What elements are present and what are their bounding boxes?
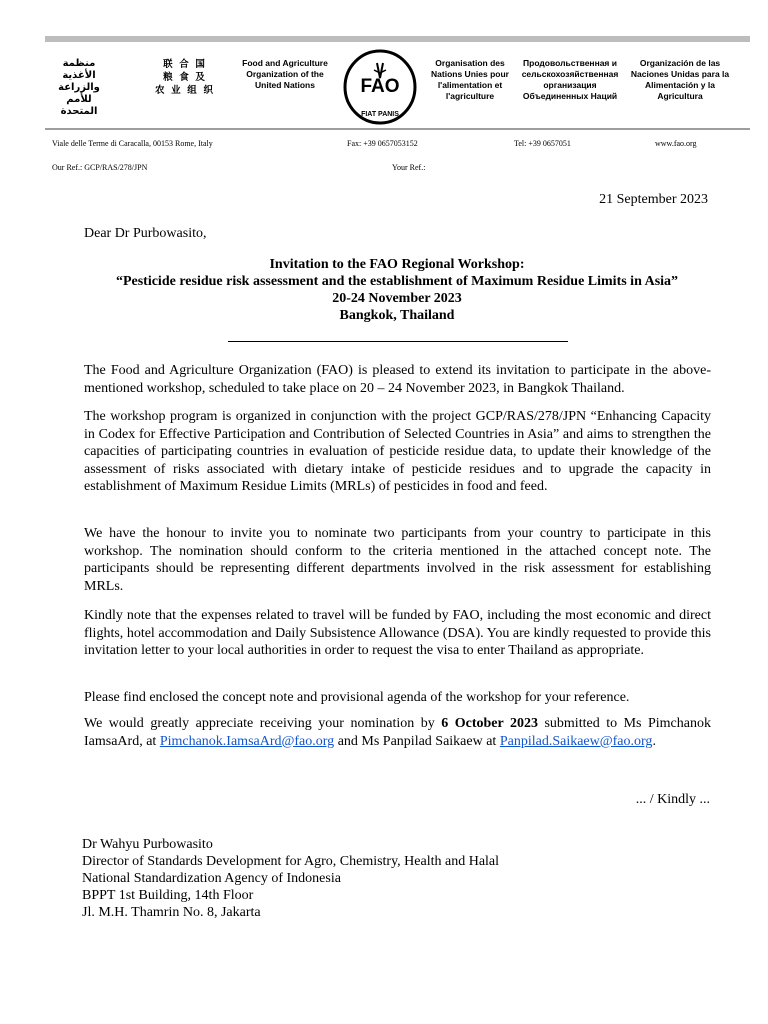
title-underline [228, 341, 568, 342]
paragraph-5: Please find enclosed the concept note and provisional agenda of the workshop for your reference. [84, 690, 630, 705]
russian-line: Продовольственная и [523, 58, 617, 68]
paragraph-6 [84, 715, 711, 750]
french-line: l'agriculture [445, 91, 495, 101]
french-line: Nations Unies pour [431, 69, 509, 79]
contact-web-link[interactable]: www.fao.org [655, 139, 697, 148]
title-line: “Pesticide residue risk assessment and the establishment of Maximum Residue Limits in Asia” [115, 274, 679, 289]
arabic-line: منظمة [62, 58, 96, 69]
recipient-line: Director of Standards Development for Agro, Chemistry, Health and Halal [82, 854, 500, 869]
recipient-line: National Standardization Agency of Indonesia [82, 871, 341, 886]
title-line: Invitation to the FAO Regional Workshop: [269, 257, 525, 272]
header-arabic-name [48, 58, 110, 118]
title-line: Bangkok, Thailand [339, 308, 455, 323]
header-russian-name [520, 58, 620, 102]
recipient-line: BPPT 1st Building, 14th Floor [82, 888, 254, 903]
paragraph-3: We have the honour to invite you to nominate two participants from your country to participate in this workshop. The nomination should conform to the criteria mentioned in the attached concept note. The participants should be representing different departments involved in the risk assessment for establishing MRLs. [84, 526, 711, 594]
your-reference: Your Ref.: [392, 163, 426, 172]
letter-date: 21 September 2023 [599, 192, 708, 207]
english-line: Organization of the [246, 69, 324, 79]
email-link-panpilad[interactable]: Panpilad.Saikaew@fao.org [499, 733, 653, 749]
paragraph-2: The workshop program is organized in conjunction with the project GCP/RAS/278/JPN “Enhancing Capacity in Codex for Effective Participation and Contribution of Selected Countries in Asia” and aims to strengthen the capacities of participating countries in evaluation of pesticide residue data, to update their knowledge of the assessment of risks associated with dietary intake of pesticide residues and to upgrade the capacity in establishment of Maximum Residue Limits (MRLs) of pesticides in food and feed. [84, 409, 711, 494]
contact-address: Viale delle Terme di Caracalla, 00153 Rome, Italy [52, 139, 213, 148]
spanish-line: Naciones Unidas para la [630, 69, 730, 79]
header-top-rule [45, 36, 750, 42]
email-link-pimchanok[interactable]: Pimchanok.IamsaArd@fao.org [159, 733, 335, 749]
chinese-line: 农 业 组 织 [155, 85, 215, 96]
english-line: Food and Agriculture [242, 58, 328, 68]
p6-text: . [652, 733, 656, 749]
russian-line: организация [543, 80, 597, 90]
chinese-line: 联 合 国 [163, 59, 207, 70]
header-spanish-name [630, 58, 730, 102]
arabic-line: الأغذية والزراعة [58, 70, 100, 93]
fao-logo-icon [340, 48, 420, 126]
contact-tel: Tel: +39 0657051 [514, 139, 571, 148]
english-line: United Nations [255, 80, 315, 90]
spanish-line: Agricultura [657, 91, 703, 101]
chinese-line: 粮 食 及 [163, 72, 207, 83]
spanish-line: Alimentación y la [645, 80, 715, 90]
spanish-line: Organización de las [639, 58, 721, 68]
russian-line: Объединенных Наций [522, 91, 618, 101]
recipient-address [82, 836, 499, 921]
french-line: l'alimentation et [437, 80, 503, 90]
salutation: Dear Dr Purbowasito, [84, 226, 207, 241]
arabic-line: للأمم المتحدة [60, 94, 98, 117]
p6-text: submitted to Ms Pimchanok IamsaArd, at [84, 716, 711, 749]
p6-text: and Ms Panpilad Saikaew at [334, 733, 500, 749]
invitation-title [84, 256, 710, 324]
header-french-name [430, 58, 510, 102]
nomination-deadline: 6 October 2023 [441, 716, 538, 731]
logo-motto: FIAT PANIS [361, 111, 399, 118]
our-reference: Our Ref.: GCP/RAS/278/JPN [52, 163, 148, 172]
paragraph-1: The Food and Agriculture Organization (FAO) is pleased to extend its invitation to participate in the above-mentioned workshop, scheduled to take place on 20 – 24 November 2023, in Bangkok Thailand. [84, 363, 711, 396]
continuation-marker: ... / Kindly ... [635, 792, 710, 807]
recipient-line: Jl. M.H. Thamrin No. 8, Jakarta [82, 905, 261, 920]
header-english-name [240, 58, 330, 91]
contact-fax: Fax: +39 0657053152 [347, 139, 418, 148]
russian-line: сельскохозяйственная [521, 69, 619, 79]
header-chinese-name [150, 58, 220, 97]
logo-letters: FAO [360, 76, 400, 97]
p6-text: We would greatly appreciate receiving your nomination by [84, 716, 442, 731]
french-line: Organisation des [435, 58, 505, 68]
paragraph-4: Kindly note that the expenses related to travel will be funded by FAO, including the most economic and direct flights, hotel accommodation and Daily Subsistence Allowance (DSA). You are kindly requested to provide this invitation letter to your local authorities in order to request the visa to enter Thailand as appropriate. [84, 608, 711, 658]
recipient-line: Dr Wahyu Purbowasito [82, 837, 213, 852]
title-line: 20-24 November 2023 [332, 291, 462, 306]
header-bottom-rule [45, 128, 750, 130]
